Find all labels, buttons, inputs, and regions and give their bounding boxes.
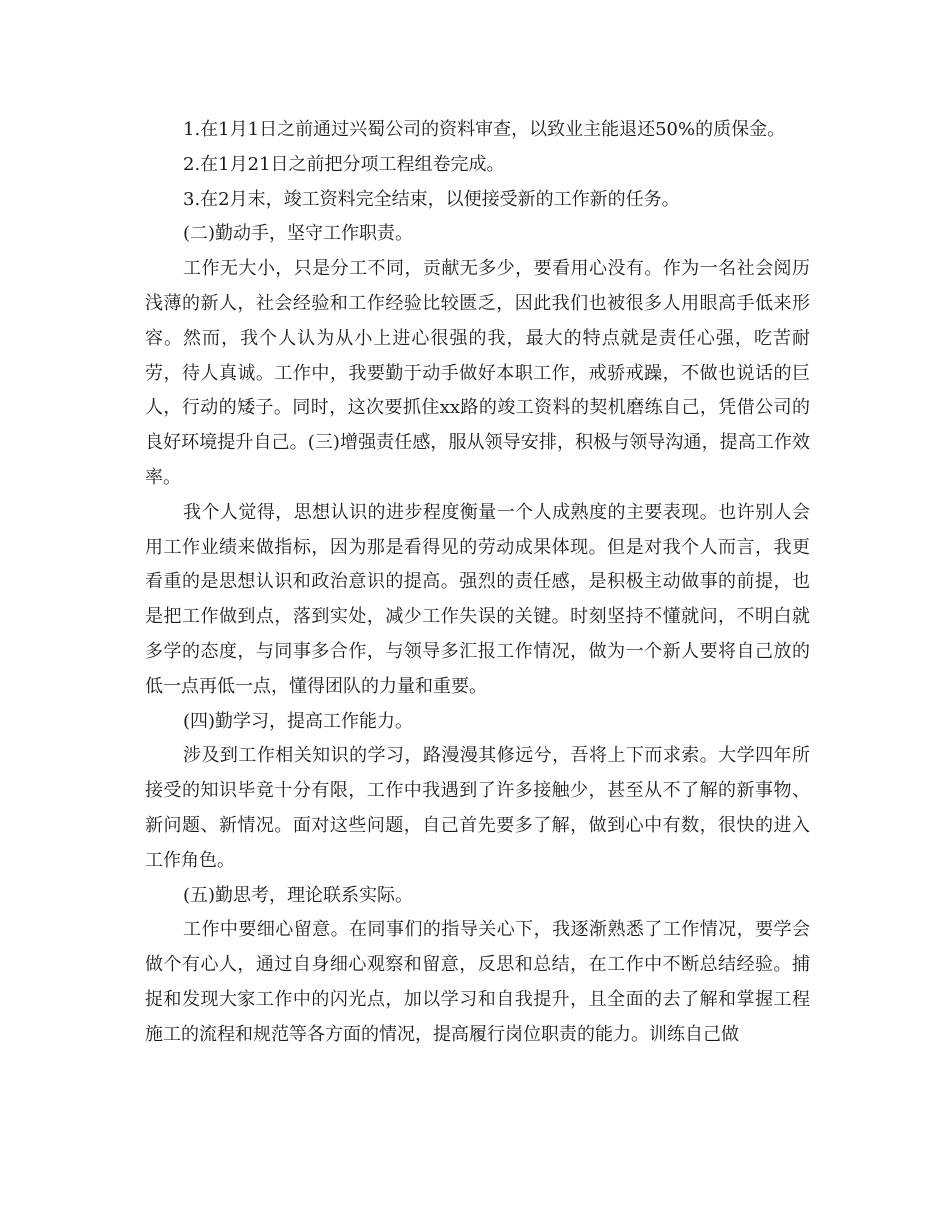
list-item-3: 3.在2月末，竣工资料完全结束，以便接受新的工作新的任务。 xyxy=(183,188,680,210)
list-item-1: 1.在1月1日之前通过兴蜀公司的资料审查，以致业主能退还50%的质保金。 xyxy=(183,119,786,140)
section-heading-2: (二)勤动手，坚守工作职责。 xyxy=(183,223,414,245)
section-heading-5: (五)勤思考，理论联系实际。 xyxy=(183,884,414,906)
section-heading-4: (四)勤学习，提高工作能力。 xyxy=(183,710,414,732)
body-paragraph: 工作中要细心留意。在同事们的指导关心下，我逐渐熟悉了工作情况，要学会做个有心人，通过自身细心观察和留意，反思和总结，在工作中不断总结经验。捕捉和发现大家工作中的闪光点，加以学习和自我提升，且全面的去了解和掌握工程施工的流程和规范等各方面的情况，提高履行岗位职责的能力。训练自己做 xyxy=(145,919,810,1045)
body-paragraph: 我个人觉得，思想认识的进步程度衡量一个人成熟度的主要表现。也许别人会用工作业绩来做指标，因为那是看得见的劳动成果体现。但是对我个人而言，我更看重的是思想认识和政治意识的提高。强烈的责任感，是积极主动做事的前提，也是把工作做到点，落到实处，减少工作失误的关键。时刻坚持不懂就问，不明白就多学的态度，与同事多合作，与领导多汇报工作情况，做为一个新人要将自己放的低一点再低一点，懂得团队的力量和重要。 xyxy=(145,501,810,697)
document-body xyxy=(145,113,810,1053)
body-paragraph: 涉及到工作相关知识的学习，路漫漫其修远兮，吾将上下而求索。大学四年所接受的知识毕竟十分有限，工作中我遇到了许多接触少，甚至从不了解的新事物、新问题、新情况。面对这些问题，自己首先要多了解，做到心中有数，很快的进入工作角色。 xyxy=(145,745,810,871)
list-item-2: 2.在1月21日之前把分项工程组卷完成。 xyxy=(183,153,505,175)
body-paragraph: 工作无大小，只是分工不同，贡献无多少，要看用心没有。作为一名社会阅历浅薄的新人，社会经验和工作经验比较匮乏，因此我们也被很多人用眼高手低来形容。然而，我个人认为从小上进心很强的我，最大的特点就是责任心强，吃苦耐劳，待人真诚。工作中，我要勤于动手做好本职工作，戒骄戒躁，不做也说话的巨人，行动的矮子。同时，这次要抓住xx路的竣工资料的契机磨练自己，凭借公司的良好环境提升自己。(三)增强责任感，服从领导安排，积极与领导沟通，提高工作效率。 xyxy=(145,258,810,488)
